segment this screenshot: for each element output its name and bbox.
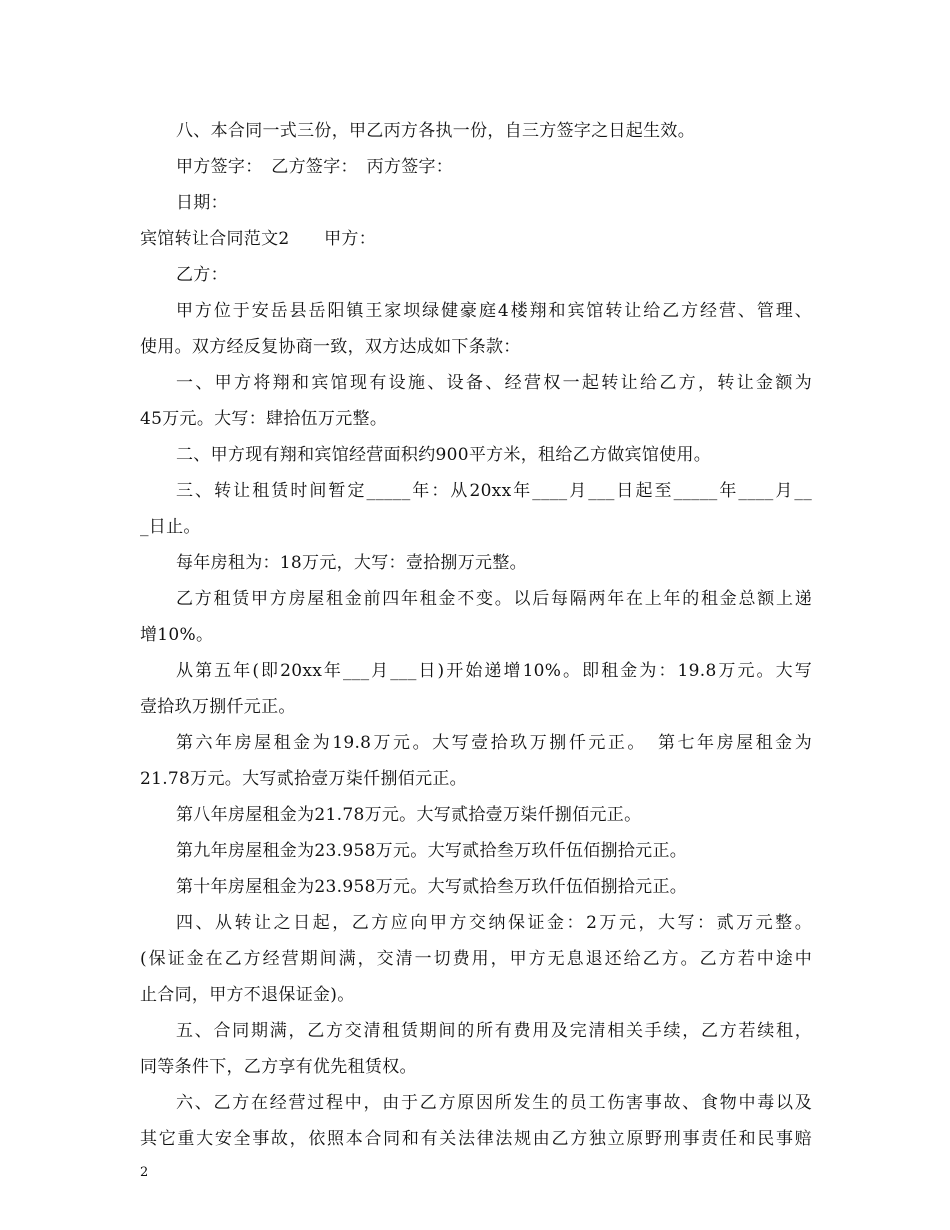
- signature-line: 甲方签字： 乙方签字： 丙方签字：: [176, 157, 454, 177]
- year-9-rent: 第九年房屋租金为23.958万元。大写贰拾叁万玖仟伍佰捌拾元正。: [176, 841, 688, 861]
- clause-3-line-2: _日止。: [140, 517, 201, 537]
- page-number: 2: [140, 1165, 149, 1180]
- clause-1-line-1: 一、甲方将翔和宾馆现有设施、设备、经营权一起转让给乙方，转让金额为: [176, 373, 812, 393]
- year-10-rent: 第十年房屋租金为23.958万元。大写贰拾叁万玖仟伍佰捌拾元正。: [176, 877, 688, 897]
- clause-4-line-3: 止合同，甲方不退保证金)。: [140, 985, 355, 1005]
- contract-title-party-a: 宾馆转让合同范文2 甲方：: [140, 229, 377, 249]
- clause-1-line-2: 45万元。大写：肆拾伍万元整。: [140, 409, 388, 429]
- party-b-line: 乙方：: [176, 265, 228, 285]
- clause-4-line-2: (保证金在乙方经营期间满，交清一切费用，甲方无息退还给乙方。乙方若中途中: [140, 949, 812, 969]
- intro-paragraph-line-1: 甲方位于安岳县岳阳镇王家坝绿健豪庭4楼翔和宾馆转让给乙方经营、管理、: [176, 301, 812, 321]
- clause-4-line-1: 四、从转让之日起，乙方应向甲方交纳保证金：2万元，大写：贰万元整。: [176, 913, 812, 933]
- date-line: 日期：: [176, 193, 228, 213]
- year-6-7-rent-line-2: 21.78万元。大写贰拾壹万柒仟捌佰元正。: [140, 769, 467, 789]
- clause-2: 二、甲方现有翔和宾馆经营面积约900平方米，租给乙方做宾馆使用。: [176, 445, 712, 465]
- year-5-rent-line-1: 从第五年(即20xx年___月___日)开始递增10%。即租金为：19.8万元。大写: [176, 661, 812, 681]
- clause-6-line-2: 其它重大安全事故，依照本合同和有关法律法规由乙方独立原野刑事责任和民事赔: [140, 1129, 812, 1149]
- clause-3-line-1: 三、转让租赁时间暂定_____年：从20xx年____月___日起至_____年____月__: [176, 481, 812, 501]
- clause-6-line-1: 六、乙方在经营过程中，由于乙方原因所发生的员工伤害事故、食物中毒以及: [176, 1093, 812, 1113]
- rent-increase-line-1: 乙方租赁甲方房屋租金前四年租金不变。以后每隔两年在上年的租金总额上递: [176, 589, 812, 609]
- clause-5-line-1: 五、合同期满，乙方交清租赁期间的所有费用及完清相关手续，乙方若续租，: [176, 1021, 812, 1041]
- clause-8: 八、本合同一式三份，甲乙丙方各执一份，自三方签字之日起生效。: [176, 121, 695, 141]
- annual-rent-line: 每年房租为：18万元，大写：壹拾捌万元整。: [176, 553, 527, 573]
- year-8-rent: 第八年房屋租金为21.78万元。大写贰拾壹万柒仟捌佰元正。: [176, 805, 642, 825]
- year-6-7-rent-line-1: 第六年房屋租金为19.8万元。大写壹拾玖万捌仟元正。 第七年房屋租金为: [176, 733, 812, 753]
- year-5-rent-line-2: 壹拾玖万捌仟元正。: [140, 697, 296, 717]
- clause-5-line-2: 同等条件下，乙方享有优先租赁权。: [140, 1057, 417, 1077]
- rent-increase-line-2: 增10%。: [140, 625, 214, 645]
- intro-paragraph-line-2: 使用。双方经反复协商一致，双方达成如下条款：: [140, 337, 521, 357]
